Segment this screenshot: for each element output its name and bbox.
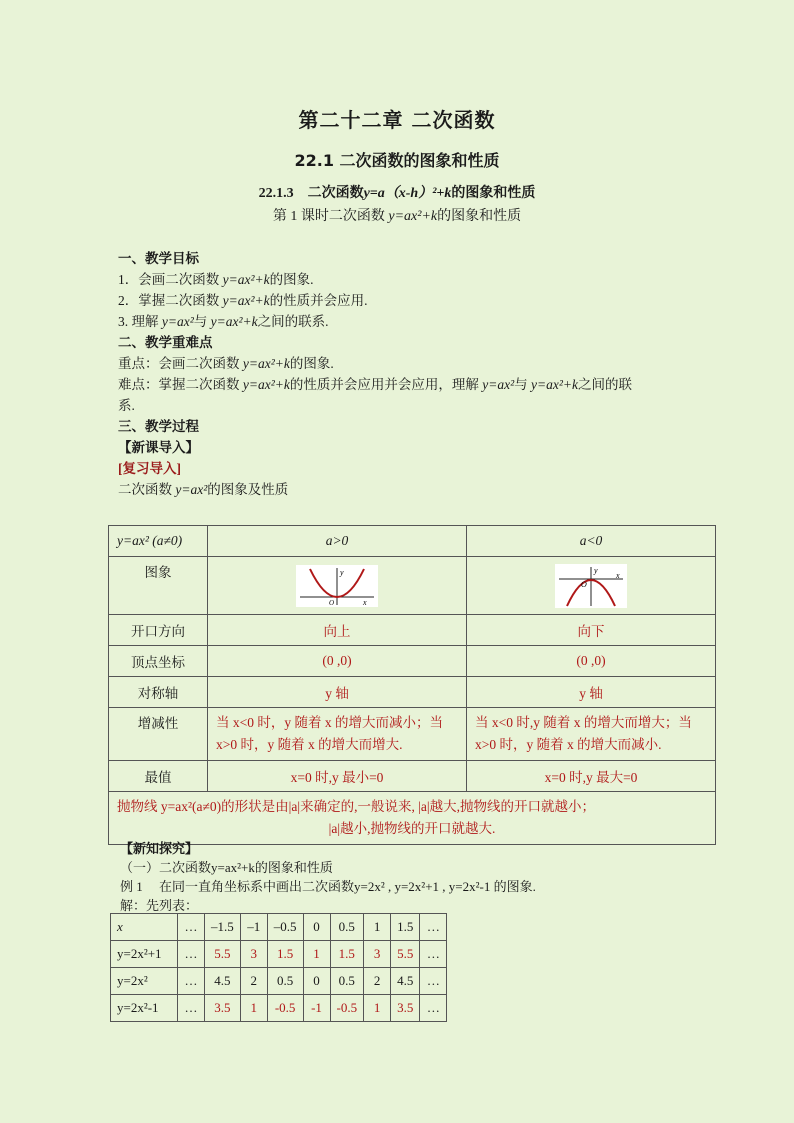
row-label: 最值: [109, 761, 208, 792]
table-row: [109, 761, 716, 792]
table-cell: 5.5: [205, 941, 241, 968]
diff-formula3: y=ax²+k: [531, 377, 579, 392]
table-cell: …: [420, 941, 447, 968]
value-cell: x=0 时,y 最大=0: [467, 761, 716, 792]
value-cell: y 轴: [467, 677, 716, 708]
row-label: y=2x²+1: [111, 941, 178, 968]
intro-label: 【新课导入】: [118, 440, 199, 455]
table-cell: 1: [364, 995, 391, 1022]
y-axis-label: y: [594, 565, 598, 575]
table-row: [109, 526, 716, 557]
goal-1-formula: y=ax²+k: [222, 272, 270, 287]
row-label: y=2x²-1: [111, 995, 178, 1022]
table-cell: 3.5: [205, 995, 241, 1022]
row-label: 对称轴: [109, 677, 208, 708]
value-cell: x=0 时,y 最小=0: [208, 761, 467, 792]
teaching-plan-body: [118, 248, 718, 500]
value-cell: (0 ,0): [208, 646, 467, 677]
row-label: 图象: [109, 557, 208, 615]
header-cell: …: [420, 914, 447, 941]
chapter-title: 第二十二章 二次函数: [298, 108, 496, 132]
review-prefix: 二次函数: [118, 482, 176, 497]
table-cell: …: [178, 995, 205, 1022]
table-cell: 4.5: [205, 968, 241, 995]
table-cell: -0.5: [330, 995, 364, 1022]
header-cell: 1.5: [391, 914, 420, 941]
review-formula: y=ax²: [175, 482, 208, 497]
diff-prefix: 难点：掌握二次函数: [118, 377, 243, 392]
goal-item: [118, 311, 718, 332]
table-row: [111, 941, 447, 968]
header-cell: a<0: [467, 526, 716, 557]
x-axis-label: x: [616, 570, 620, 580]
goal-item: [118, 290, 718, 311]
row-label: 顶点坐标: [109, 646, 208, 677]
graph-cell-positive: [208, 557, 467, 615]
diff-formula: y=ax²+k: [242, 377, 290, 392]
table-cell: …: [420, 995, 447, 1022]
goal-1-prefix: 1．会画二次函数: [118, 272, 223, 287]
section-title: 22.1 二次函数的图象和性质: [294, 151, 500, 170]
value-cell: 当 x<0 时，y 随着 x 的增大而减小；当 x>0 时，y 随着 x 的增大而增大.: [208, 708, 467, 761]
value-cell: (0 ,0): [467, 646, 716, 677]
table-cell: 0: [303, 968, 330, 995]
table-cell: 0.5: [330, 968, 364, 995]
goal-2-formula: y=ax²+k: [222, 293, 270, 308]
explore-label: 【新知探究】: [120, 841, 199, 856]
table-cell: 2: [240, 968, 267, 995]
diff-mid2: 与: [514, 377, 532, 392]
table-row: [109, 615, 716, 646]
table-row: [109, 646, 716, 677]
value-cell: 向下: [467, 615, 716, 646]
header-cell: a>0: [208, 526, 467, 557]
downward-parabola-graph: [555, 564, 627, 608]
lesson-suffix: 的图象和性质: [437, 209, 522, 224]
table-row: [109, 792, 716, 845]
header-cell: 1: [364, 914, 391, 941]
goal-3-formula2: y=ax²+k: [210, 314, 258, 329]
table-row: [111, 968, 447, 995]
table-cell: 0.5: [267, 968, 303, 995]
table-cell: 3: [240, 941, 267, 968]
solution-text: 解：先列表：: [120, 898, 199, 913]
note-line-2: |a|越小,抛物线的开口就越大.: [328, 821, 496, 836]
header-cell: –1: [240, 914, 267, 941]
key-suffix: 的图象.: [289, 356, 334, 371]
value-table: [110, 913, 447, 1022]
goal-2-suffix: 的性质并会应用.: [269, 293, 368, 308]
key-prefix: 重点：会画二次函数: [118, 356, 243, 371]
table-row: [111, 995, 447, 1022]
explore-subheading: （一）二次函数y=ax²+k的图象和性质: [120, 860, 333, 875]
diff-suffix: 之间的联: [578, 377, 633, 392]
table-cell: 4.5: [391, 968, 420, 995]
header-cell: x: [111, 914, 178, 941]
goal-3-prefix: 3. 理解: [118, 314, 162, 329]
lesson-formula: y=ax²+k: [388, 209, 438, 224]
graph-cell-negative: [467, 557, 716, 615]
review-text: [118, 479, 718, 500]
table-row: [109, 677, 716, 708]
table-cell: 2: [364, 968, 391, 995]
header-cell: –1.5: [205, 914, 241, 941]
value-cell: 当 x<0 时,y 随着 x 的增大而增大；当 x>0 时，y 随着 x 的增大而减小.: [467, 708, 716, 761]
header-cell: …: [178, 914, 205, 941]
note-cell: [109, 792, 716, 845]
example-text: 例 1 在同一直角坐标系中画出二次函数y=2x² , y=2x²+1 , y=2x²-1 的图象.: [120, 879, 536, 894]
lesson-prefix: 第 1 课时二次函数: [272, 209, 389, 224]
note-line-1: 抛物线 y=ax²(a≠0)的形状是由|a|来确定的,一般说来, |a|越大,抛物线的开口就越小；: [117, 799, 595, 814]
table-row: [111, 914, 447, 941]
x-axis-label: x: [363, 597, 367, 607]
table-cell: …: [420, 968, 447, 995]
difficult-point-tail: 系.: [118, 398, 135, 413]
row-label: y=2x²: [111, 968, 178, 995]
value-cell: 向上: [208, 615, 467, 646]
origin-label: O: [329, 598, 335, 607]
goal-3-mid: 与: [193, 314, 211, 329]
subsection-suffix: 的图象和性质: [451, 186, 536, 201]
goal-2-prefix: 2．掌握二次函数: [118, 293, 223, 308]
table-cell: …: [178, 941, 205, 968]
goals-heading: 一、教学目标: [118, 251, 199, 266]
goal-item: [118, 269, 718, 290]
diff-mid: 的性质并会应用并会应用，理解: [289, 377, 483, 392]
property-table: [108, 525, 716, 845]
keypoints-heading: 二、教学重难点: [118, 335, 213, 350]
table-cell: -1: [303, 995, 330, 1022]
subsection-prefix: 二次函数: [307, 186, 364, 201]
table-cell: 3: [364, 941, 391, 968]
header-cell: –0.5: [267, 914, 303, 941]
y-axis-label: y: [340, 567, 344, 577]
table-cell: 5.5: [391, 941, 420, 968]
review-label: [复习导入]: [118, 461, 181, 476]
upward-parabola-graph: [296, 565, 378, 607]
subsection-title: [0, 182, 794, 202]
subsection-formula: y=a（x-h）²+k: [363, 186, 452, 201]
table-cell: 3.5: [391, 995, 420, 1022]
difficult-point: [118, 374, 718, 395]
table-cell: 1: [240, 995, 267, 1022]
key-point: [118, 353, 718, 374]
goal-3-suffix: 之间的联系.: [257, 314, 329, 329]
row-label: 开口方向: [109, 615, 208, 646]
table-row: [109, 557, 716, 615]
header-cell: 0.5: [330, 914, 364, 941]
table-cell: 1.5: [267, 941, 303, 968]
table-cell: …: [178, 968, 205, 995]
table-row: [109, 708, 716, 761]
header-cell: 0: [303, 914, 330, 941]
row-label: 增减性: [109, 708, 208, 761]
lesson-title: [0, 205, 794, 225]
process-heading: 三、教学过程: [118, 419, 199, 434]
goal-3-formula: y=ax²: [161, 314, 194, 329]
table-cell: -0.5: [267, 995, 303, 1022]
origin-label: O: [581, 579, 587, 589]
explore-section: [120, 839, 720, 915]
diff-formula2: y=ax²: [482, 377, 515, 392]
goal-1-suffix: 的图象.: [269, 272, 314, 287]
subsection-number: 22.1.3: [258, 186, 294, 201]
key-formula: y=ax²+k: [242, 356, 290, 371]
review-suffix: 的图象及性质: [207, 482, 289, 497]
table-cell: 1: [303, 941, 330, 968]
header-cell: y=ax² (a≠0): [109, 526, 208, 557]
table-cell: 1.5: [330, 941, 364, 968]
value-cell: y 轴: [208, 677, 467, 708]
